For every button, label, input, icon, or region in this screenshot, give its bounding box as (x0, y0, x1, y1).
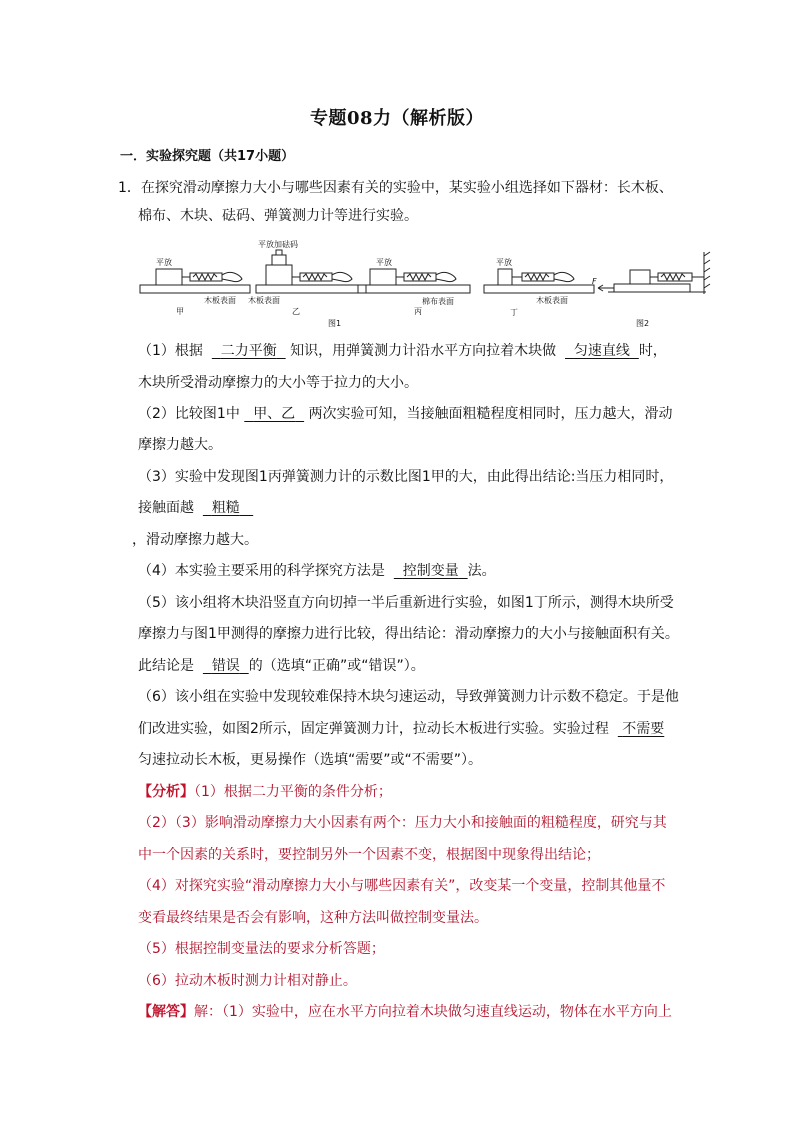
label-flat-weight: 平放加砝码 (258, 240, 298, 249)
answer-blank-2: 甲、乙 (253, 406, 296, 422)
sub-question-5-line1: （5）该小组将木块沿竖直方向切掉一半后重新进行实验，如图1丁所示，测得木块所受 (138, 595, 674, 611)
board-ding (484, 285, 594, 293)
page-title: 专题08力（解析版） (309, 108, 485, 129)
sub-question-1: （1）根据 二力平衡 知识，用弹簧测力计沿水平方向拉着木块做 匀速直线 时， (138, 343, 667, 359)
answer-blank-4: 控制变量 (402, 563, 459, 579)
hand-jia (222, 272, 242, 281)
label-force: F (592, 277, 597, 286)
block-jia (156, 269, 182, 285)
board-fig2 (614, 284, 690, 292)
answer-line1: 【解答】解：（1）实验中，应在水平方向拉着木块做匀速直线运动，物体在水平方向上 (138, 1004, 672, 1020)
analysis-line6: （5）根据控制变量法的要求分析答题； (138, 941, 385, 957)
analysis-line4: （4）对探究实验“滑动摩擦力大小与哪些因素有关”，改变某一个变量，控制其他量不 (138, 878, 666, 894)
analysis-line7: （6）拉动木板时测力计相对静止。 (138, 973, 357, 989)
board-bing (358, 285, 470, 293)
answer-blank-1b: 匀速直线 (573, 343, 630, 359)
sub-question-2: （2）比较图1中 甲、乙 两次实验可知，当接触面粗糙程度相同时，压力越大，滑动 (138, 406, 673, 422)
label-surface-ding: 木板表面 (536, 296, 568, 305)
label-ding: 丁 (510, 308, 518, 317)
answer-blank-5: 错误 (211, 658, 240, 674)
sub-question-5-line2: 摩擦力与图1甲测得的摩擦力进行比较，得出结论：滑动摩擦力的大小与接触面积有关。 (138, 626, 679, 642)
question-number: 1． (118, 180, 141, 196)
sub-question-3: 接触面越 粗糙 (138, 498, 253, 518)
label-surface-jia: 木板表面 (204, 296, 236, 305)
label-fig1: 图1 (328, 319, 342, 328)
label-jia: 甲 (176, 307, 184, 316)
block-bing (370, 269, 396, 285)
analysis-line3: 中一个因素的关系时，要控制另外一个因素不变，根据图中现象得出结论； (138, 847, 600, 863)
question-stem-line2: 棉布、木块、砝码、弹簧测力计等进行实验。 (138, 208, 418, 224)
sub-question-6-line1: （6）该小组在实验中发现较难保持木块匀速运动，导致弹簧测力计示数不稳定。于是他 (138, 689, 679, 705)
hand-ding (554, 272, 574, 281)
answer-blank-1a: 二力平衡 (220, 343, 277, 359)
hand-yi (332, 272, 352, 281)
analysis-line2: （2）（3）影响滑动摩擦力大小因素有两个：压力大小和接触面的粗糙程度，研究与其 (138, 815, 667, 831)
hand-bing (436, 272, 456, 281)
sub-question-2-line2: 摩擦力越大。 (138, 437, 222, 453)
analysis-line1: 【分析】（1）根据二力平衡的条件分析； (138, 784, 392, 800)
label-surface-yi: 木板表面 (248, 296, 280, 305)
question-stem-line1: 1．在探究滑动摩擦力大小与哪些因素有关的实验中，某实验小组选择如下器材：长木板、 (118, 180, 673, 196)
sub-question-4: （4）本实验主要采用的科学探究方法是 控制变量 法。 (138, 563, 496, 579)
answer-tag: 【解答】 (138, 1004, 194, 1020)
block-yi (266, 265, 292, 285)
label-flat-ding: 平放 (496, 258, 512, 267)
label-surface-bing: 棉布表面 (422, 297, 454, 306)
board-yi (256, 285, 366, 293)
sub-question-3-line3: ，滑动摩擦力越大。 (132, 532, 258, 548)
sub-question-6-line2: 们改进实验，如图2所示，固定弹簧测力计，拉动长木板进行实验。实验过程 不需要 (138, 721, 665, 737)
sub-question-3-line1: （3）实验中发现图1丙弹簧测力计的示数比图1甲的大，由此得出结论:当压力相同时， (138, 469, 674, 485)
label-flat-bing: 平放 (376, 258, 392, 267)
sub-question-5: 此结论是 错误 的（选填“正确”或“错误”）。 (138, 658, 425, 674)
analysis-line5: 变看最终结果是否会有影响，这种方法叫做控制变量法。 (138, 910, 488, 926)
experiment-figure (136, 238, 716, 332)
label-fig2: 图2 (636, 319, 650, 328)
block-fig2 (630, 270, 650, 284)
answer-blank-3: 粗糙 (211, 500, 240, 516)
analysis-tag: 【分析】 (138, 784, 194, 800)
board-jia (140, 285, 250, 293)
weight-yi (272, 255, 286, 265)
label-flat-jia: 平放 (156, 258, 172, 267)
label-bing: 丙 (414, 307, 422, 316)
half-block-ding (498, 269, 512, 285)
answer-blank-6: 不需要 (622, 721, 665, 737)
section-heading: 一．实验探究题（共17小题） (120, 149, 295, 164)
sub-question-1-line2: 木块所受滑动摩擦力的大小等于拉力的大小。 (138, 375, 418, 391)
sub-question-6-line3: 匀速拉动长木板，更易操作（选填“需要”或“不需要”）。 (138, 752, 483, 768)
label-yi: 乙 (292, 307, 300, 316)
